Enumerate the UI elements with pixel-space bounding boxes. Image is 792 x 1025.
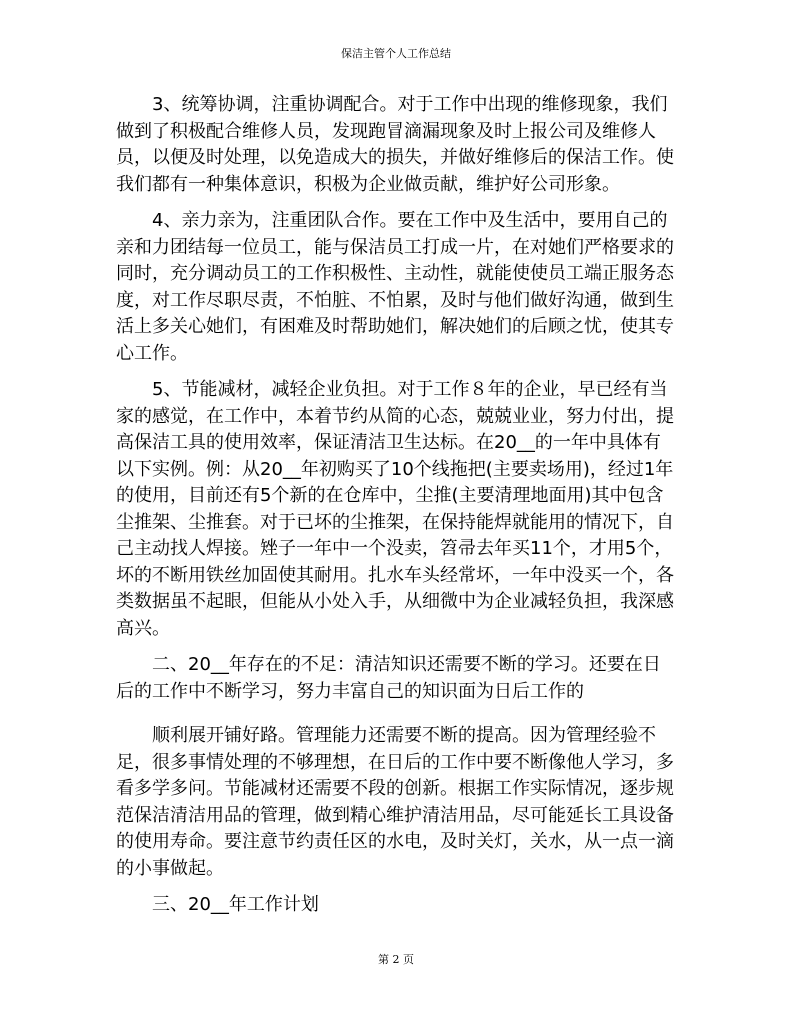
document-body: [116, 92, 676, 929]
paragraph-energy-saving: 5、节能减材，减轻企业负担。对于工作８年的企业，早已经有当家的感觉，在工作中，本着节约从简的心态，兢兢业业，努力付出，提高保洁工具的使用效率，保证清洁卫生达标。在20__的一年中具体有以下实例。例：从20__年初购买了10个线拖把(主要卖场用)，经过1年的使用，目前还有5个新的在仓库中，尘推(主要清理地面用)其中包含尘推架、尘推套。对于已坏的尘推架，在保持能焊就能用的情况下，自己主动找人焊接。矬子一年中一个没卖，笤帚去年买11个，才用5个，坏的不断用铁丝加固使其耐用。扎水车头经常坏，一年中没买一个，各类数据虽不起眼，但能从小处入手，从细微中为企业减轻负担，我深感高兴。: [116, 379, 674, 639]
page-header: 保洁主管个人工作总结: [341, 47, 451, 60]
section-heading-work-plan: 三、20__年工作计划: [152, 894, 319, 915]
paragraph-improvements: 顺利展开铺好路。管理能力还需要不断的提高。因为管理经验不足，很多事情处理的不够理想，在日后的工作中要不断像他人学习，多看多学多问。节能减材还需要不段的创新。根据工作实际情况，逐步规范保洁清洁用品的管理，做到精心维护清洁用品，尽可能延长工具设备的使用寿命。要注意节约责任区的水电，及时关灯，关水，从一点一滴的小事做起。: [116, 725, 674, 879]
paragraph-teamwork: 4、亲力亲为，注重团队合作。要在工作中及生活中，要用自己的亲和力团结每一位员工，能与保洁员工打成一片，在对她们严格要求的同时，充分调动员工的工作积极性、主动性，就能使使员工端正服务态度，对工作尽职尽责，不怕脏、不怕累，及时与他们做好沟通，做到生活上多关心她们，有困难及时帮助她们，解决她们的后顾之忧，使其专心工作。: [116, 210, 674, 364]
paragraph-shortcomings: 二、20__年存在的不足：清洁知识还需要不断的学习。还要在日后的工作中不断学习，努力丰富自己的知识面为日后工作的: [116, 654, 661, 702]
page-number: 第 2 页: [378, 953, 414, 966]
paragraph-coordination: 3、统筹协调，注重协调配合。对于工作中出现的维修现象，我们做到了积极配合维修人员，发现跑冒滴漏现象及时上报公司及维修人员，以便及时处理，以免造成大的损失，并做好维修后的保洁工作。使我们都有一种集体意识，积极为企业做贡献，维护好公司形象。: [116, 94, 674, 195]
